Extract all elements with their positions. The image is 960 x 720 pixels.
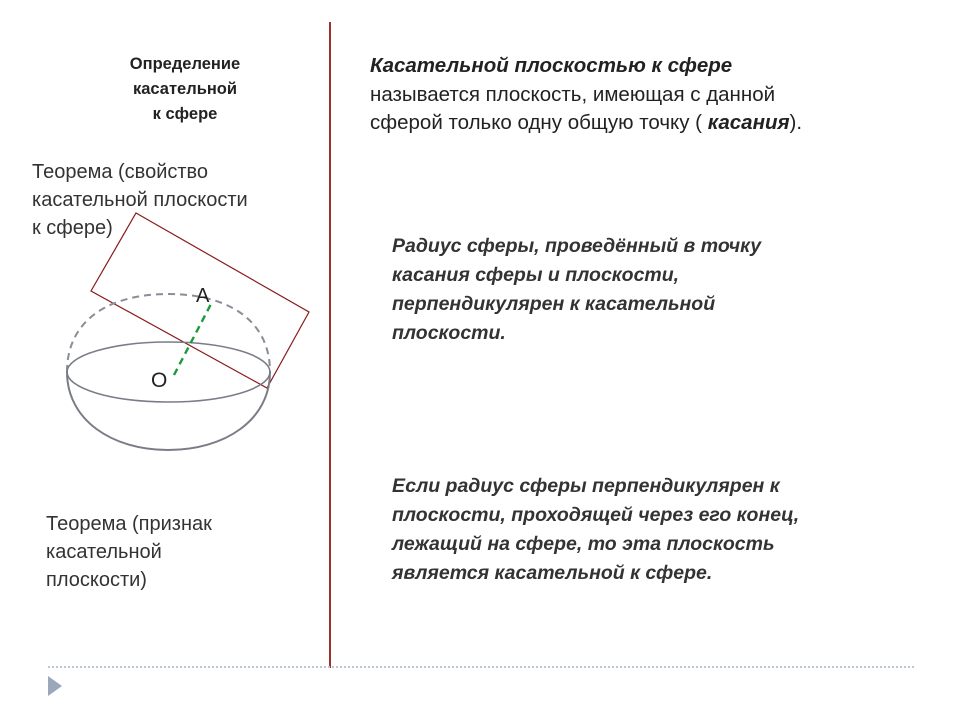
theorem-criterion-title-line-3: плоскости) — [46, 569, 147, 591]
theorem-criterion-text — [392, 472, 932, 588]
definition-line-3-end: ). — [789, 111, 803, 134]
definition-line-2: называется плоскость, имеющая с данной — [370, 82, 776, 106]
theorem-property-line-2: касания сферы и плоскости, — [392, 264, 680, 286]
sphere-front-outline — [67, 372, 270, 450]
definition-text — [370, 52, 930, 138]
definition-term-touch: касания — [707, 111, 790, 134]
theorem-property-line-3: перпендикулярен к касательной — [392, 293, 716, 315]
definition-term: Касательной плоскостью к сфере — [370, 54, 733, 77]
sphere-equator — [67, 342, 270, 402]
theorem-property-text — [392, 232, 912, 348]
point-a-label: A — [196, 285, 210, 307]
point-o-label: O — [151, 369, 168, 392]
theorem-criterion-line-3: лежащий на сфере, то эта плоскость — [392, 533, 775, 555]
theorem-criterion-line-2: плоскости, проходящей через его конец, — [392, 504, 800, 526]
definition-line-3-start: сферой только одну общую точку ( — [370, 111, 703, 134]
theorem-property-line-1: Радиус сферы, проведённый в точку — [392, 235, 762, 257]
theorem-criterion-title-line-1: Теорема (признак — [46, 513, 212, 535]
theorem-property-line-4: плоскости. — [392, 322, 506, 344]
theorem-criterion-line-1: Если радиус сферы перпендикулярен к — [392, 475, 780, 497]
sphere-back-arc — [67, 294, 270, 372]
definition-title-line-2: касательной — [132, 80, 238, 98]
theorem-criterion-title-line-2: касательной — [46, 541, 162, 563]
theorem-criterion-line-4: является касательной к сфере. — [392, 562, 713, 584]
theorem-property-title-line-1: Теорема (свойство — [32, 161, 209, 183]
theorem-property-title-line-2: касательной плоскости — [32, 189, 248, 211]
theorem-property-title-line-3: к сфере) — [32, 217, 113, 239]
definition-line-3 — [370, 109, 930, 138]
definition-title-line-3: к сфере — [152, 105, 218, 123]
definition-title-line-1: Определение — [129, 55, 241, 73]
